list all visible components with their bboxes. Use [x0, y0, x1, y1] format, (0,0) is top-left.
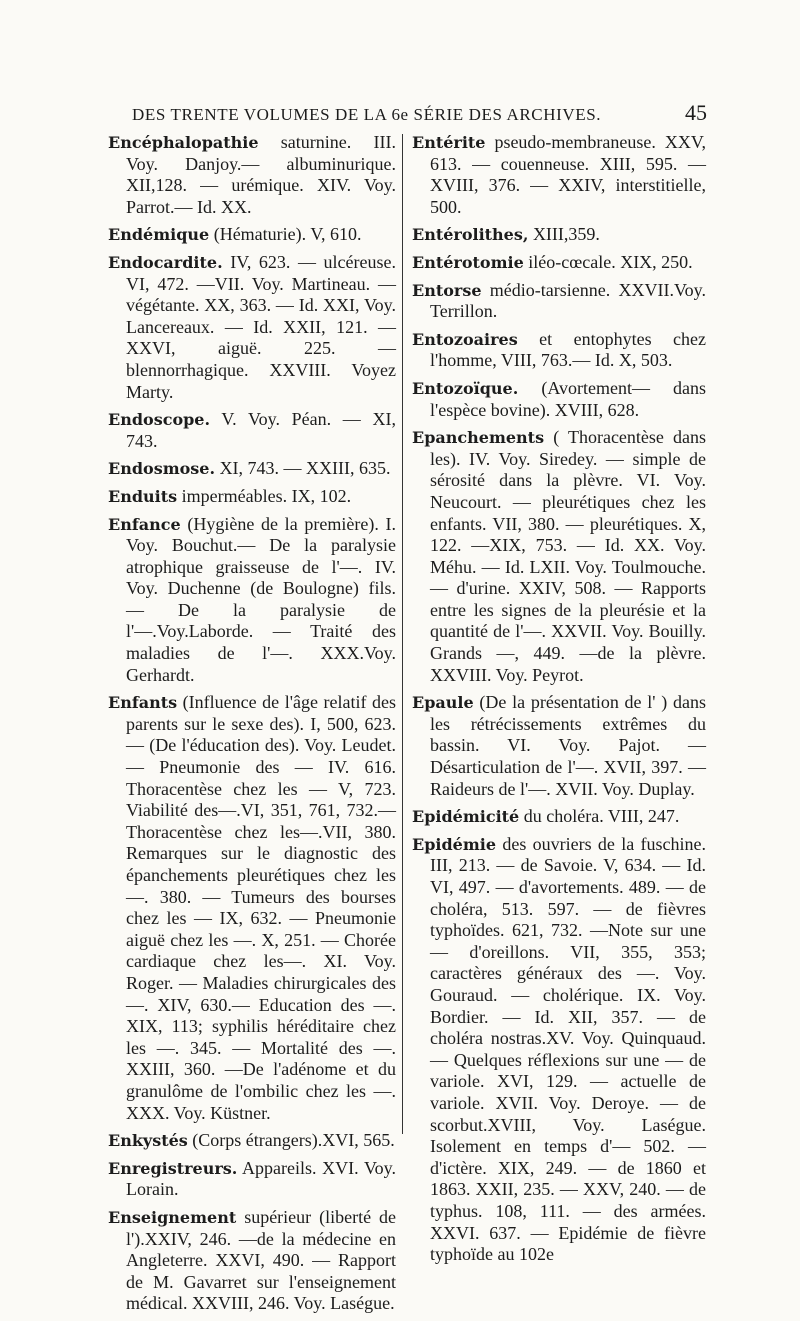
index-entry: [108, 458, 396, 480]
entry-text: (De la présentation de l' ) dans les rétrécissements extrêmes du bassin. VI. Voy. Pajot. — Désarticulation de l'—. XVII, 397. — Raideurs de l'—. XVII. Voy. Duplay.: [430, 692, 707, 799]
index-entry: [108, 252, 396, 403]
page-number: 45: [685, 100, 707, 125]
entry-headword: Entorse: [412, 280, 482, 300]
index-entry: [108, 409, 396, 452]
index-entry: [108, 132, 396, 218]
running-title: DES TRENTE VOLUMES DE LA 6e SÉRIE DES ARCHIVES.: [132, 105, 602, 124]
entry-text: du choléra. VIII, 247.: [523, 806, 680, 827]
entry-headword: Entérolithes,: [412, 225, 529, 245]
entry-text: imperméables. IX, 102.: [181, 485, 352, 506]
index-entry: [108, 224, 396, 246]
entry-text: saturnine. III. Voy. Danjoy.— albuminurique. XII,128. — urémique. XIV. Voy. Parrot.— Id. XX.: [126, 132, 396, 217]
left-column: [108, 132, 396, 1321]
entry-text: et entophytes chez l'homme, VIII, 763.— Id. X, 503.: [430, 328, 707, 371]
entry-headword: Enkystés: [108, 1131, 188, 1151]
column-divider: [402, 134, 403, 1134]
index-entry: [108, 692, 396, 1124]
entry-text: (Avortement— dans l'espèce bovine). XVIII, 628.: [430, 377, 706, 420]
entry-headword: Epanchements: [412, 428, 545, 448]
index-entry: [412, 224, 706, 246]
entry-headword: Epidémie: [412, 834, 497, 854]
entry-text: des ouvriers de la fuschine. III, 213. — de Savoie. V, 634. — Id. VI, 497. — d'avortements. 489. — de choléra, 513. 597. — de fièvres typhoïdes. 621, 732. —Note sur une— d'oreillons. VII, 355, 353; caractères généraux des —. Voy. Gouraud. — cholérique. IX. Voy. Bordier. — Id. XII, 357. — de choléra nostras.XV. Voy. Quinquaud. — Quelques réflexions sur une — de variole. XVI, 129. — actuelle de variole. XVII. Voy. Deroye. — de scorbut.XVIII, Voy. Laségue. Isolement en temps d'— 502. — d'ictère. XIX, 249. — de 1860 et 1863. XXII, 235. — XXV, 240. — de typhus. 108, 111. — des armées. XXVI. 637. — Epidémie de fièvre typhoïde au 102e: [430, 833, 707, 1265]
entry-headword: Enduits: [108, 486, 178, 506]
entry-text: XIII,359.: [532, 224, 600, 245]
entry-headword: Endoscope.: [108, 410, 211, 430]
entry-headword: Entozoïque.: [412, 378, 519, 398]
right-column: [412, 132, 706, 1272]
entry-headword: Enregistreurs.: [108, 1158, 238, 1178]
entry-text: XI, 743. — XXIII, 635.: [219, 458, 391, 479]
index-entry: [412, 329, 706, 372]
index-entry: [412, 427, 706, 686]
entry-text: ( Thoracentèse dans les). IV. Voy. Siredey. — simple de sérosité dans la plèvre. VI. Voy. Neucourt. — pleurétiques chez les enfants. VII, 380. — pleurétiques. X, 122. —XIX, 753. — Id. XX. Voy. Méhu. — Id. LXII. Voy. Toulmouche. — d'urine. XXIV, 508. — Rapports entre les signes de la pleurésie et la quantité de l'—. XXVII. Voy. Bouilly. Grands —, 449. —de la plèvre. XXVIII. Voy. Peyrot.: [430, 427, 707, 685]
index-entry: [412, 692, 706, 800]
entry-text: supérieur (liberté de l').XXIV, 246. —de la médecine en Angleterre. XXVI, 490. — Rapport de M. Gavarret sur l'enseignement médical. XXVIII, 246. Voy. Laségue.: [126, 1206, 397, 1314]
entry-text: médio-tarsienne. XXVII.Voy. Terrillon.: [430, 279, 706, 322]
index-entry: [412, 834, 706, 1266]
index-entry: [412, 280, 706, 323]
index-entry: [108, 486, 396, 508]
index-entry: [108, 514, 396, 687]
entry-text: (Hygiène de la première). I. Voy. Bouchut.— De la paralysie atrophique graisseuse de l'—. IV. Voy. Duchenne (de Boulogne) fils. — De la paralysie de l'—.Voy.Laborde. — Traité des maladies de l'—. XXX.Voy. Gerhardt.: [126, 513, 397, 685]
entry-text: pseudo-membraneuse. XXV, 613. — couenneuse. XIII, 595. — XVIII, 376. — XXIV, interstitielle, 500.: [430, 132, 707, 217]
entry-headword: Entérotomie: [412, 252, 524, 272]
entry-text: V. Voy. Péan. — XI, 743.: [126, 409, 396, 451]
entry-headword: Entérite: [412, 133, 486, 152]
entry-headword: Encéphalopathie: [108, 133, 259, 152]
index-entry: [108, 1130, 396, 1152]
index-entry: [412, 378, 706, 421]
entry-headword: Epaule: [412, 693, 474, 713]
entry-text: IV, 623. — ulcéreuse. VI, 472. —VII. Voy. Martineau. — végétante. XX, 363. — Id. XXI, Voy. Lancereaux. — Id. XXII, 121. — XXVI, aiguë. 225. — blennorrhagique. XXVIII. Voyez Marty.: [126, 251, 396, 402]
index-entry: [108, 1207, 396, 1315]
entry-text: Appareils. XVI. Voy. Lorain.: [126, 1157, 396, 1200]
entry-headword: Enfance: [108, 514, 181, 534]
index-entry: [412, 132, 706, 218]
entry-headword: Endémique: [108, 225, 210, 245]
page-header: [132, 100, 707, 130]
entry-text: (Corps étrangers).XVI, 565.: [192, 1130, 395, 1151]
index-entry: [108, 1158, 396, 1201]
index-entry: [412, 806, 706, 828]
entry-headword: Enfants: [108, 693, 178, 713]
entry-text: (Hématurie). V, 610.: [213, 224, 362, 245]
entry-headword: Entozoaires: [412, 329, 518, 349]
entry-text: iléo-cœcale. XIX, 250.: [528, 251, 693, 272]
entry-headword: Endocardite.: [108, 252, 223, 272]
index-entry: [412, 252, 706, 274]
entry-headword: Epidémicité: [412, 807, 520, 827]
entry-headword: Endosmose.: [108, 459, 216, 479]
entry-text: (Influence de l'âge relatif des parents sur le sexe des). I, 500, 623. — (De l'éducation des). Voy. Leudet. — Pneumonie des — IV. 616. Thoracentèse chez les — V, 723. Viabilité des—.VI, 351, 761, 732.— Thoracentèse chez les—.VII, 380. Remarques sur le diagnostic des épanchements pleurétiques chez les —. 380. — Tumeurs des bourses chez les — IX, 632. — Pneumonie aiguë chez les —. X, 251. — Chorée cardiaque chez les—. XI. Voy. Roger. — Maladies chirurgicales des —. XIV, 630.— Education des —. XIX, 113; syphilis héréditaire chez les —. 345. — Mortalité des —. XXIII, 360. —De l'adénome et du granulôme de l'ombilic chez les —. XXX. Voy. Küstner.: [126, 692, 396, 1123]
entry-headword: Enseignement: [108, 1207, 237, 1227]
